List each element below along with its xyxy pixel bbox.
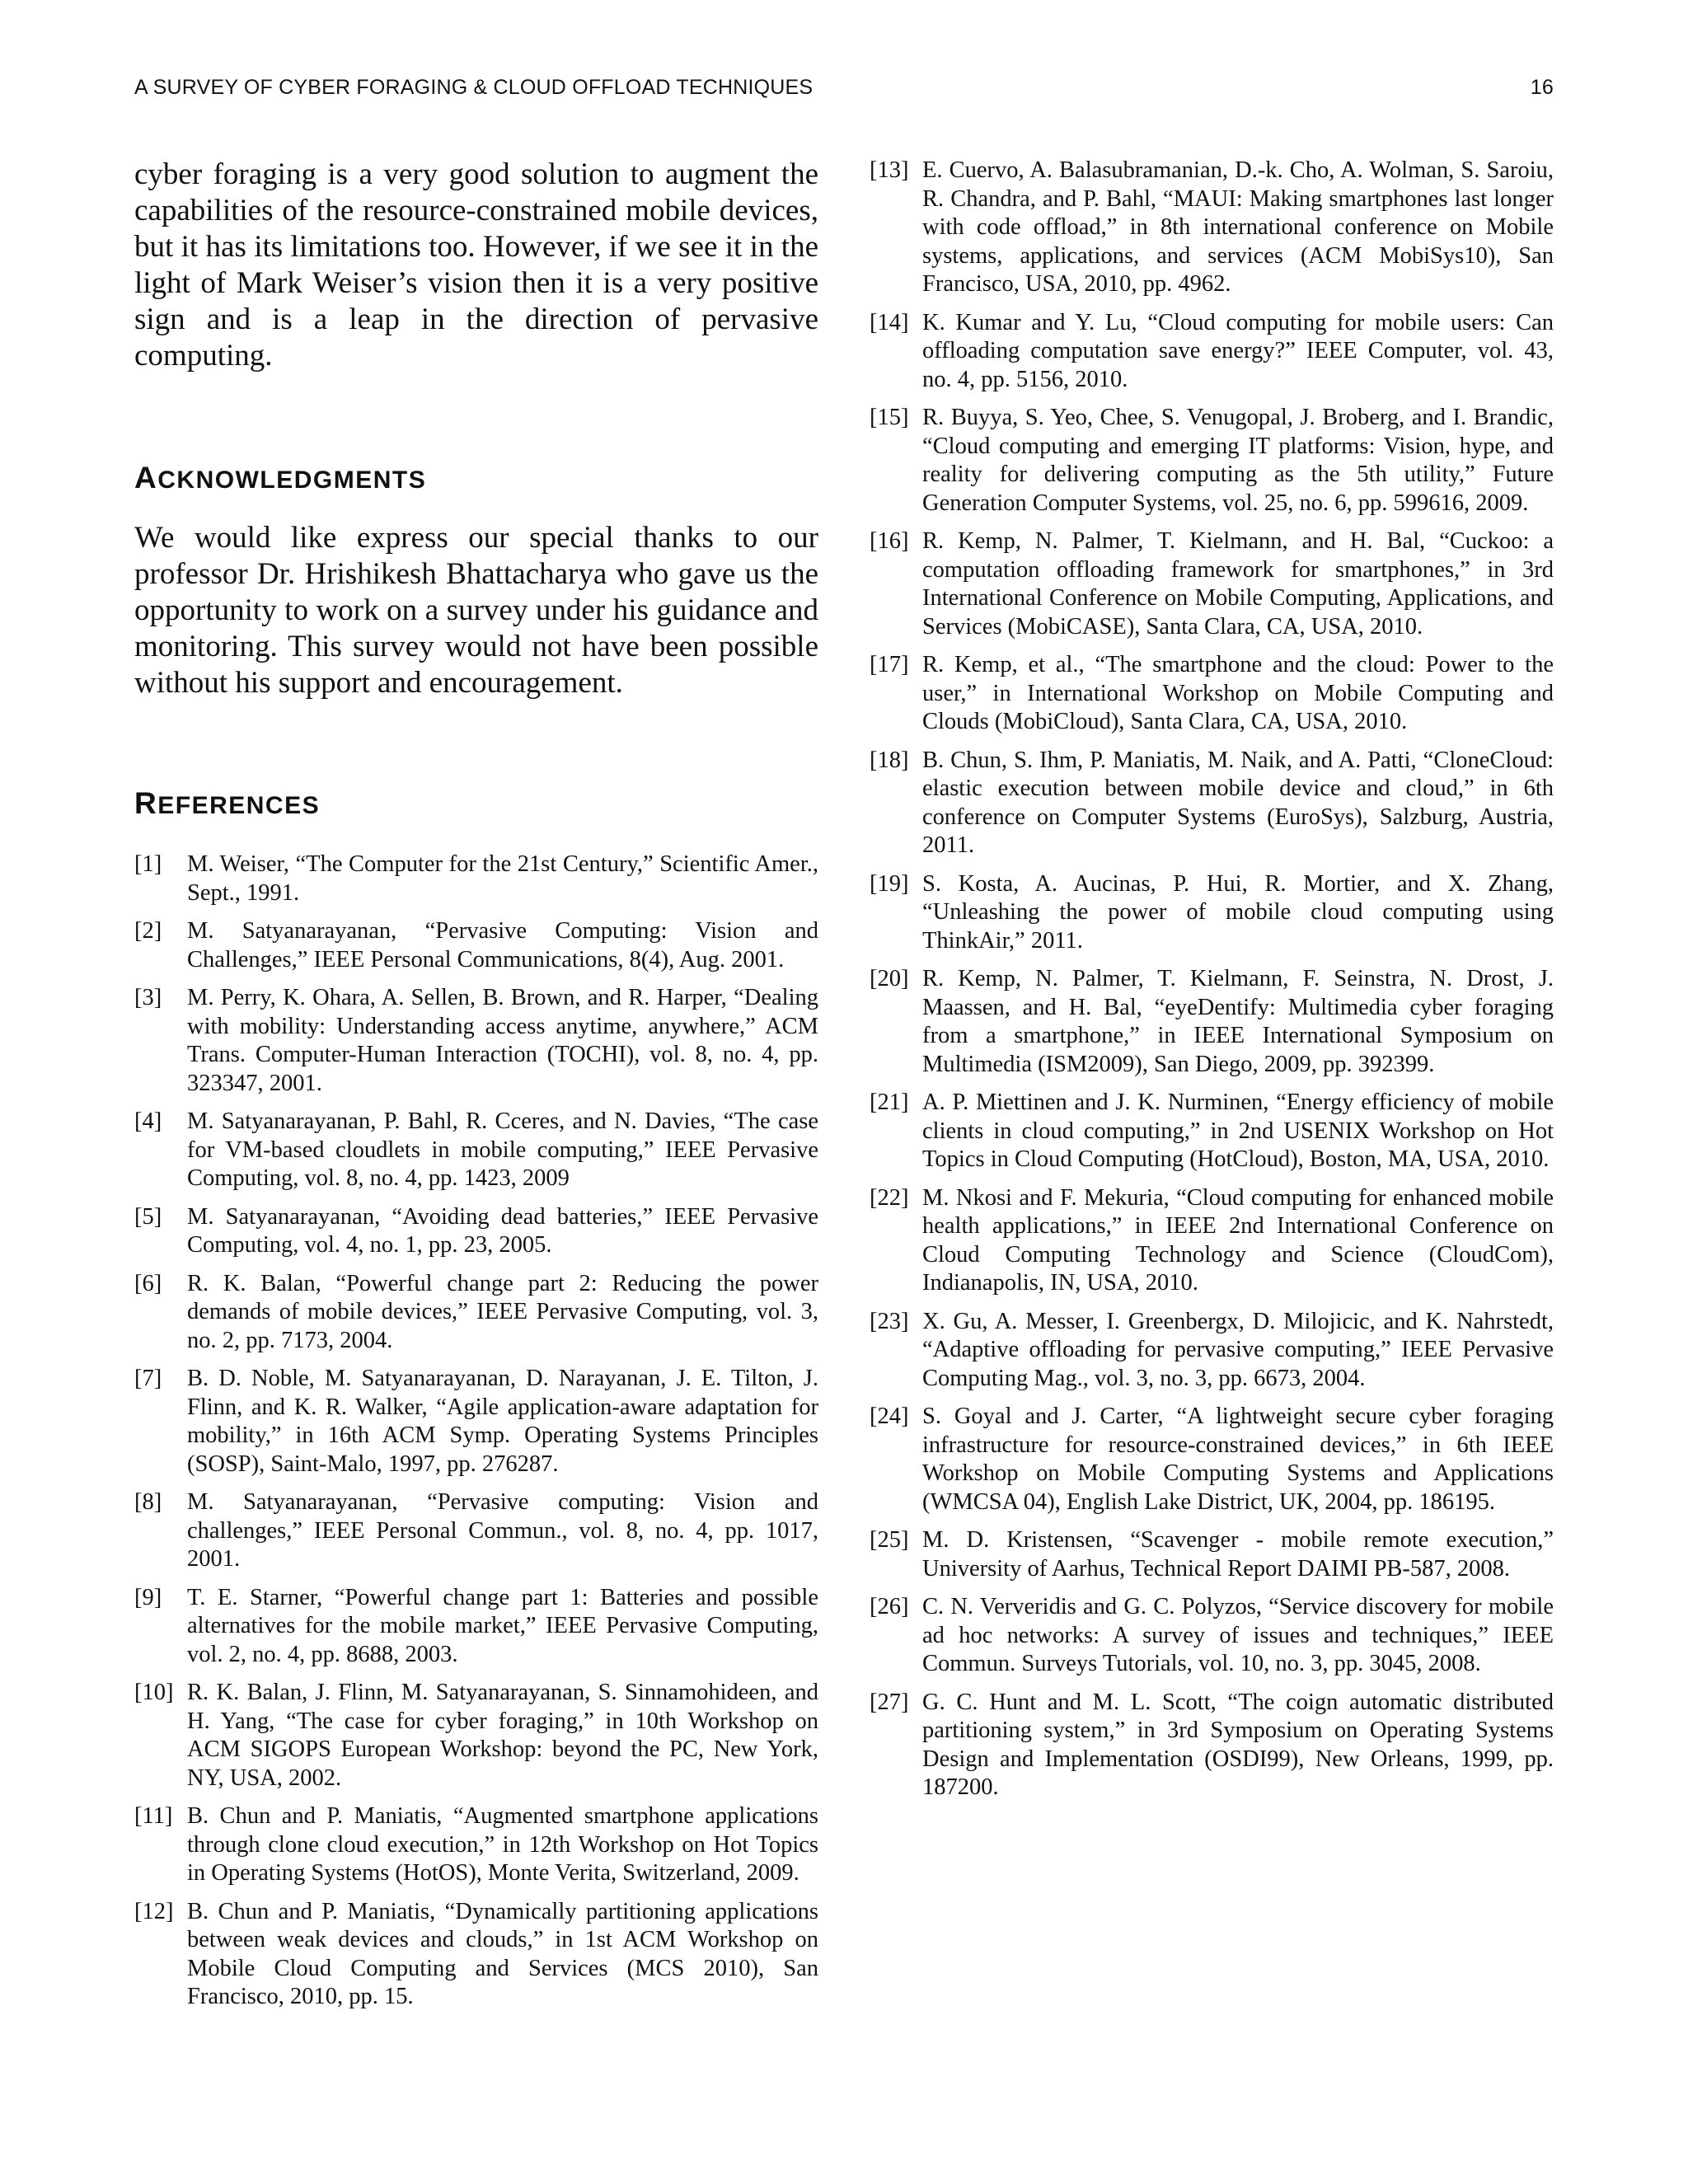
- reference-text: M. Satyanarayanan, “Avoiding dead batteries,” IEEE Pervasive Computing, vol. 4, no. 1, pp. 23, 2005.: [187, 1203, 818, 1258]
- acknowledgments-heading-cap: A: [134, 461, 158, 494]
- reference-text: B. Chun, S. Ihm, P. Maniatis, M. Naik, and A. Patti, “CloneCloud: elastic execution between mobile device and cloud,” in 6th conference on Computer Systems (EuroSys), Salzburg, Austria, 2011.: [922, 747, 1554, 858]
- reference-number: [13]: [870, 157, 909, 183]
- reference-item: [870, 1526, 1554, 1583]
- reference-text: R. Kemp, et al., “The smartphone and the cloud: Power to the user,” in International Workshop on Mobile Computing and Clouds (MobiCloud), Santa Clara, CA, USA, 2010.: [922, 652, 1554, 734]
- reference-item: [134, 1898, 818, 2012]
- reference-item: [134, 1270, 818, 1356]
- reference-number: [5]: [134, 1203, 162, 1230]
- reference-text: M. D. Kristensen, “Scavenger - mobile remote execution,” University of Aarhus, Technical Report DAIMI PB-587, 2008.: [922, 1527, 1554, 1582]
- reference-item: [134, 917, 818, 974]
- reference-item: [134, 1488, 818, 1574]
- reference-item: [870, 1593, 1554, 1679]
- reference-item: [870, 1089, 1554, 1174]
- reference-number: [20]: [870, 966, 909, 991]
- reference-item: [870, 747, 1554, 860]
- reference-text: M. Satyanarayanan, P. Bahl, R. Cceres, and N. Davies, “The case for VM-based cloudlets in mobile computing,” IEEE Pervasive Computing, vol. 8, no. 4, pp. 1423, 2009: [187, 1108, 818, 1191]
- reference-text: X. Gu, A. Messer, I. Greenbergx, D. Milojicic, and K. Nahrstedt, “Adaptive offloading for pervasive computing,” IEEE Pervasive Computing Mag., vol. 3, no. 3, pp. 6673, 2004.: [922, 1308, 1554, 1391]
- reference-number: [16]: [870, 528, 909, 554]
- reference-number: [12]: [134, 1898, 174, 1924]
- reference-item: [870, 404, 1554, 518]
- reference-text: R. Buyya, S. Yeo, Chee, S. Venugopal, J. Broberg, and I. Brandic, “Cloud computing and emerging IT platforms: Vision, hype, and reality for delivering computing as the 5th utility,” Future Generation Computer Systems, vol. 25, no. 6, pp. 599616, 2009.: [922, 405, 1554, 516]
- reference-number: [7]: [134, 1366, 162, 1391]
- reference-text: M. Nkosi and F. Mekuria, “Cloud computing for enhanced mobile health applications,” in IEEE 2nd International Conference on Cloud Computing Technology and Science (CloudCom), Indianapolis, IN, USA, 2010.: [922, 1184, 1554, 1296]
- reference-text: K. Kumar and Y. Lu, “Cloud computing for mobile users: Can offloading computation save energy?” IEEE Computer, vol. 43, no. 4, pp. 5156, 2010.: [922, 309, 1554, 392]
- reference-number: [23]: [870, 1308, 909, 1334]
- reference-text: M. Satyanarayanan, “Pervasive computing: Vision and challenges,” IEEE Personal Commun., vol. 8, no. 4, pp. 1017, 2001.: [187, 1489, 818, 1572]
- reference-item: [870, 1689, 1554, 1802]
- acknowledgments-heading: [134, 462, 818, 497]
- reference-item: [870, 870, 1554, 956]
- reference-number: [3]: [134, 985, 162, 1010]
- left-column: [134, 157, 818, 2022]
- reference-number: [17]: [870, 652, 909, 677]
- acknowledgments-paragraph: We would like express our special thanks to our professor Dr. Hrishikesh Bhattacharya who gave us the opportunity to work on a survey under his guidance and monitoring. This survey would not have been possible without his support and encouragement.: [134, 521, 818, 700]
- running-header: [134, 76, 1554, 109]
- reference-item: [870, 1308, 1554, 1394]
- reference-number: [22]: [870, 1184, 909, 1211]
- reference-list-right: [870, 157, 1554, 1802]
- reference-item: [870, 309, 1554, 395]
- reference-number: [15]: [870, 405, 909, 430]
- acknowledgments-heading-rest: CKNOWLEDGMENTS: [157, 466, 427, 494]
- reference-text: S. Goyal and J. Carter, “A lightweight secure cyber foraging infrastructure for resource-constrained devices,” in 6th IEEE Workshop on Mobile Computing Systems and Applications (WMCSA 04), English Lake District, UK, 2004, pp. 186195.: [922, 1404, 1554, 1515]
- references-heading-rest: EFERENCES: [157, 792, 321, 819]
- page-number: 16: [1530, 76, 1554, 99]
- reference-number: [10]: [134, 1680, 174, 1705]
- reference-text: B. D. Noble, M. Satyanarayanan, D. Narayanan, J. E. Tilton, J. Flinn, and K. R. Walker, “Agile application-aware adaptation for mobility,” in 16th ACM Symp. Operating Systems Principles (SOSP), Saint-Malo, 1997, pp. 276287.: [187, 1366, 818, 1477]
- reference-number: [26]: [870, 1594, 909, 1619]
- reference-text: R. Kemp, N. Palmer, T. Kielmann, and H. Bal, “Cuckoo: a computation offloading framework for smartphones,” in 3rd International Conference on Mobile Computing, Applications, and Services (MobiCASE), Santa Clara, CA, USA, 2010.: [922, 528, 1554, 640]
- reference-text: M. Satyanarayanan, “Pervasive Computing: Vision and Challenges,” IEEE Personal Communications, 8(4), Aug. 2001.: [187, 918, 818, 972]
- running-header-title: A SURVEY OF CYBER FORAGING & CLOUD OFFLOAD TECHNIQUES: [134, 76, 814, 99]
- references-heading: [134, 787, 818, 823]
- reference-text: G. C. Hunt and M. L. Scott, “The coign automatic distributed partitioning system,” in 3rd Symposium on Operating Systems Design and Implementation (OSDI99), New Orleans, 1999, pp. 187200.: [922, 1689, 1554, 1800]
- reference-number: [1]: [134, 851, 162, 877]
- reference-number: [6]: [134, 1270, 162, 1296]
- reference-item: [870, 157, 1554, 299]
- reference-item: [870, 965, 1554, 1079]
- reference-item: [134, 1365, 818, 1479]
- reference-item: [134, 1203, 818, 1260]
- reference-item: [870, 1403, 1554, 1516]
- reference-text: E. Cuervo, A. Balasubramanian, D.-k. Cho, A. Wolman, S. Saroiu, R. Chandra, and P. Bahl, “MAUI: Making smartphones last longer with code offload,” in 8th international conference on Mobile systems, applications, and services (ACM MobiSys10), San Francisco, USA, 2010, pp. 4962.: [922, 157, 1554, 297]
- reference-number: [24]: [870, 1404, 909, 1429]
- reference-number: [8]: [134, 1489, 162, 1515]
- reference-number: [27]: [870, 1689, 909, 1715]
- reference-number: [14]: [870, 309, 909, 335]
- reference-number: [19]: [870, 870, 909, 897]
- reference-text: B. Chun and P. Maniatis, “Dynamically partitioning applications between weak devices and clouds,” in 1st ACM Workshop on Mobile Cloud Computing and Services (MCS 2010), San Francisco, 2010, pp. 15.: [187, 1898, 818, 2009]
- reference-text: B. Chun and P. Maniatis, “Augmented smartphone applications through clone cloud execution,” in 12th Workshop on Hot Topics in Operating Systems (HotOS), Monte Verita, Switzerland, 2009.: [187, 1803, 818, 1886]
- reference-item: [134, 1802, 818, 1888]
- reference-text: R. K. Balan, “Powerful change part 2: Reducing the power demands of mobile devices,” IEEE Pervasive Computing, vol. 3, no. 2, pp. 7173, 2004.: [187, 1270, 818, 1353]
- reference-item: [870, 651, 1554, 737]
- reference-text: C. N. Ververidis and G. C. Polyzos, “Service discovery for mobile ad hoc networks: A survey of issues and techniques,” IEEE Commun. Surveys Tutorials, vol. 10, no. 3, pp. 3045, 2008.: [922, 1594, 1554, 1676]
- references-heading-cap: R: [134, 786, 158, 820]
- right-column: [870, 157, 1554, 1812]
- reference-list-left: [134, 851, 818, 2012]
- reference-item: [134, 851, 818, 907]
- reference-number: [21]: [870, 1090, 909, 1115]
- reference-number: [2]: [134, 918, 162, 944]
- conclusion-paragraph: cyber foraging is a very good solution to augment the capabilities of the resource-constrained mobile devices, but it has its limitations too. However, if we see it in the light of Mark Weiser’s vision then it is a very positive sign and is a leap in the direction of pervasive computing.: [134, 157, 818, 373]
- reference-item: [870, 1184, 1554, 1298]
- reference-item: [134, 984, 818, 1098]
- reference-number: [18]: [870, 747, 909, 773]
- reference-text: S. Kosta, A. Aucinas, P. Hui, R. Mortier, and X. Zhang, “Unleashing the power of mobile cloud computing using ThinkAir,” 2011.: [922, 870, 1554, 954]
- reference-number: [4]: [134, 1108, 162, 1134]
- reference-number: [11]: [134, 1803, 173, 1829]
- reference-text: A. P. Miettinen and J. K. Nurminen, “Energy efficiency of mobile clients in cloud computing,” in 2nd USENIX Workshop on Hot Topics in Cloud Computing (HotCloud), Boston, MA, USA, 2010.: [922, 1090, 1554, 1172]
- reference-number: [25]: [870, 1527, 909, 1553]
- reference-item: [870, 527, 1554, 641]
- reference-item: [134, 1584, 818, 1670]
- reference-number: [9]: [134, 1584, 162, 1610]
- reference-text: R. Kemp, N. Palmer, T. Kielmann, F. Seinstra, N. Drost, J. Maassen, and H. Bal, “eyeDentify: Multimedia cyber foraging from a smartphone,” in IEEE International Symposium on Multimedia (ISM2009), San Diego, 2009, pp. 392399.: [922, 966, 1554, 1077]
- reference-item: [134, 1108, 818, 1193]
- reference-text: R. K. Balan, J. Flinn, M. Satyanarayanan, S. Sinnamohideen, and H. Yang, “The case for cyber foraging,” in 10th Workshop on ACM SIGOPS European Workshop: beyond the PC, New York, NY, USA, 2002.: [187, 1680, 818, 1791]
- reference-text: T. E. Starner, “Powerful change part 1: Batteries and possible alternatives for the mobile market,” IEEE Pervasive Computing, vol. 2, no. 4, pp. 8688, 2003.: [187, 1584, 818, 1667]
- reference-text: M. Weiser, “The Computer for the 21st Century,” Scientific Amer., Sept., 1991.: [187, 851, 818, 906]
- reference-text: M. Perry, K. Ohara, A. Sellen, B. Brown, and R. Harper, “Dealing with mobility: Understanding access anytime, anywhere,” ACM Trans. Computer-Human Interaction (TOCHI), vol. 8, no. 4, pp. 323347, 2001.: [187, 985, 818, 1096]
- reference-item: [134, 1679, 818, 1793]
